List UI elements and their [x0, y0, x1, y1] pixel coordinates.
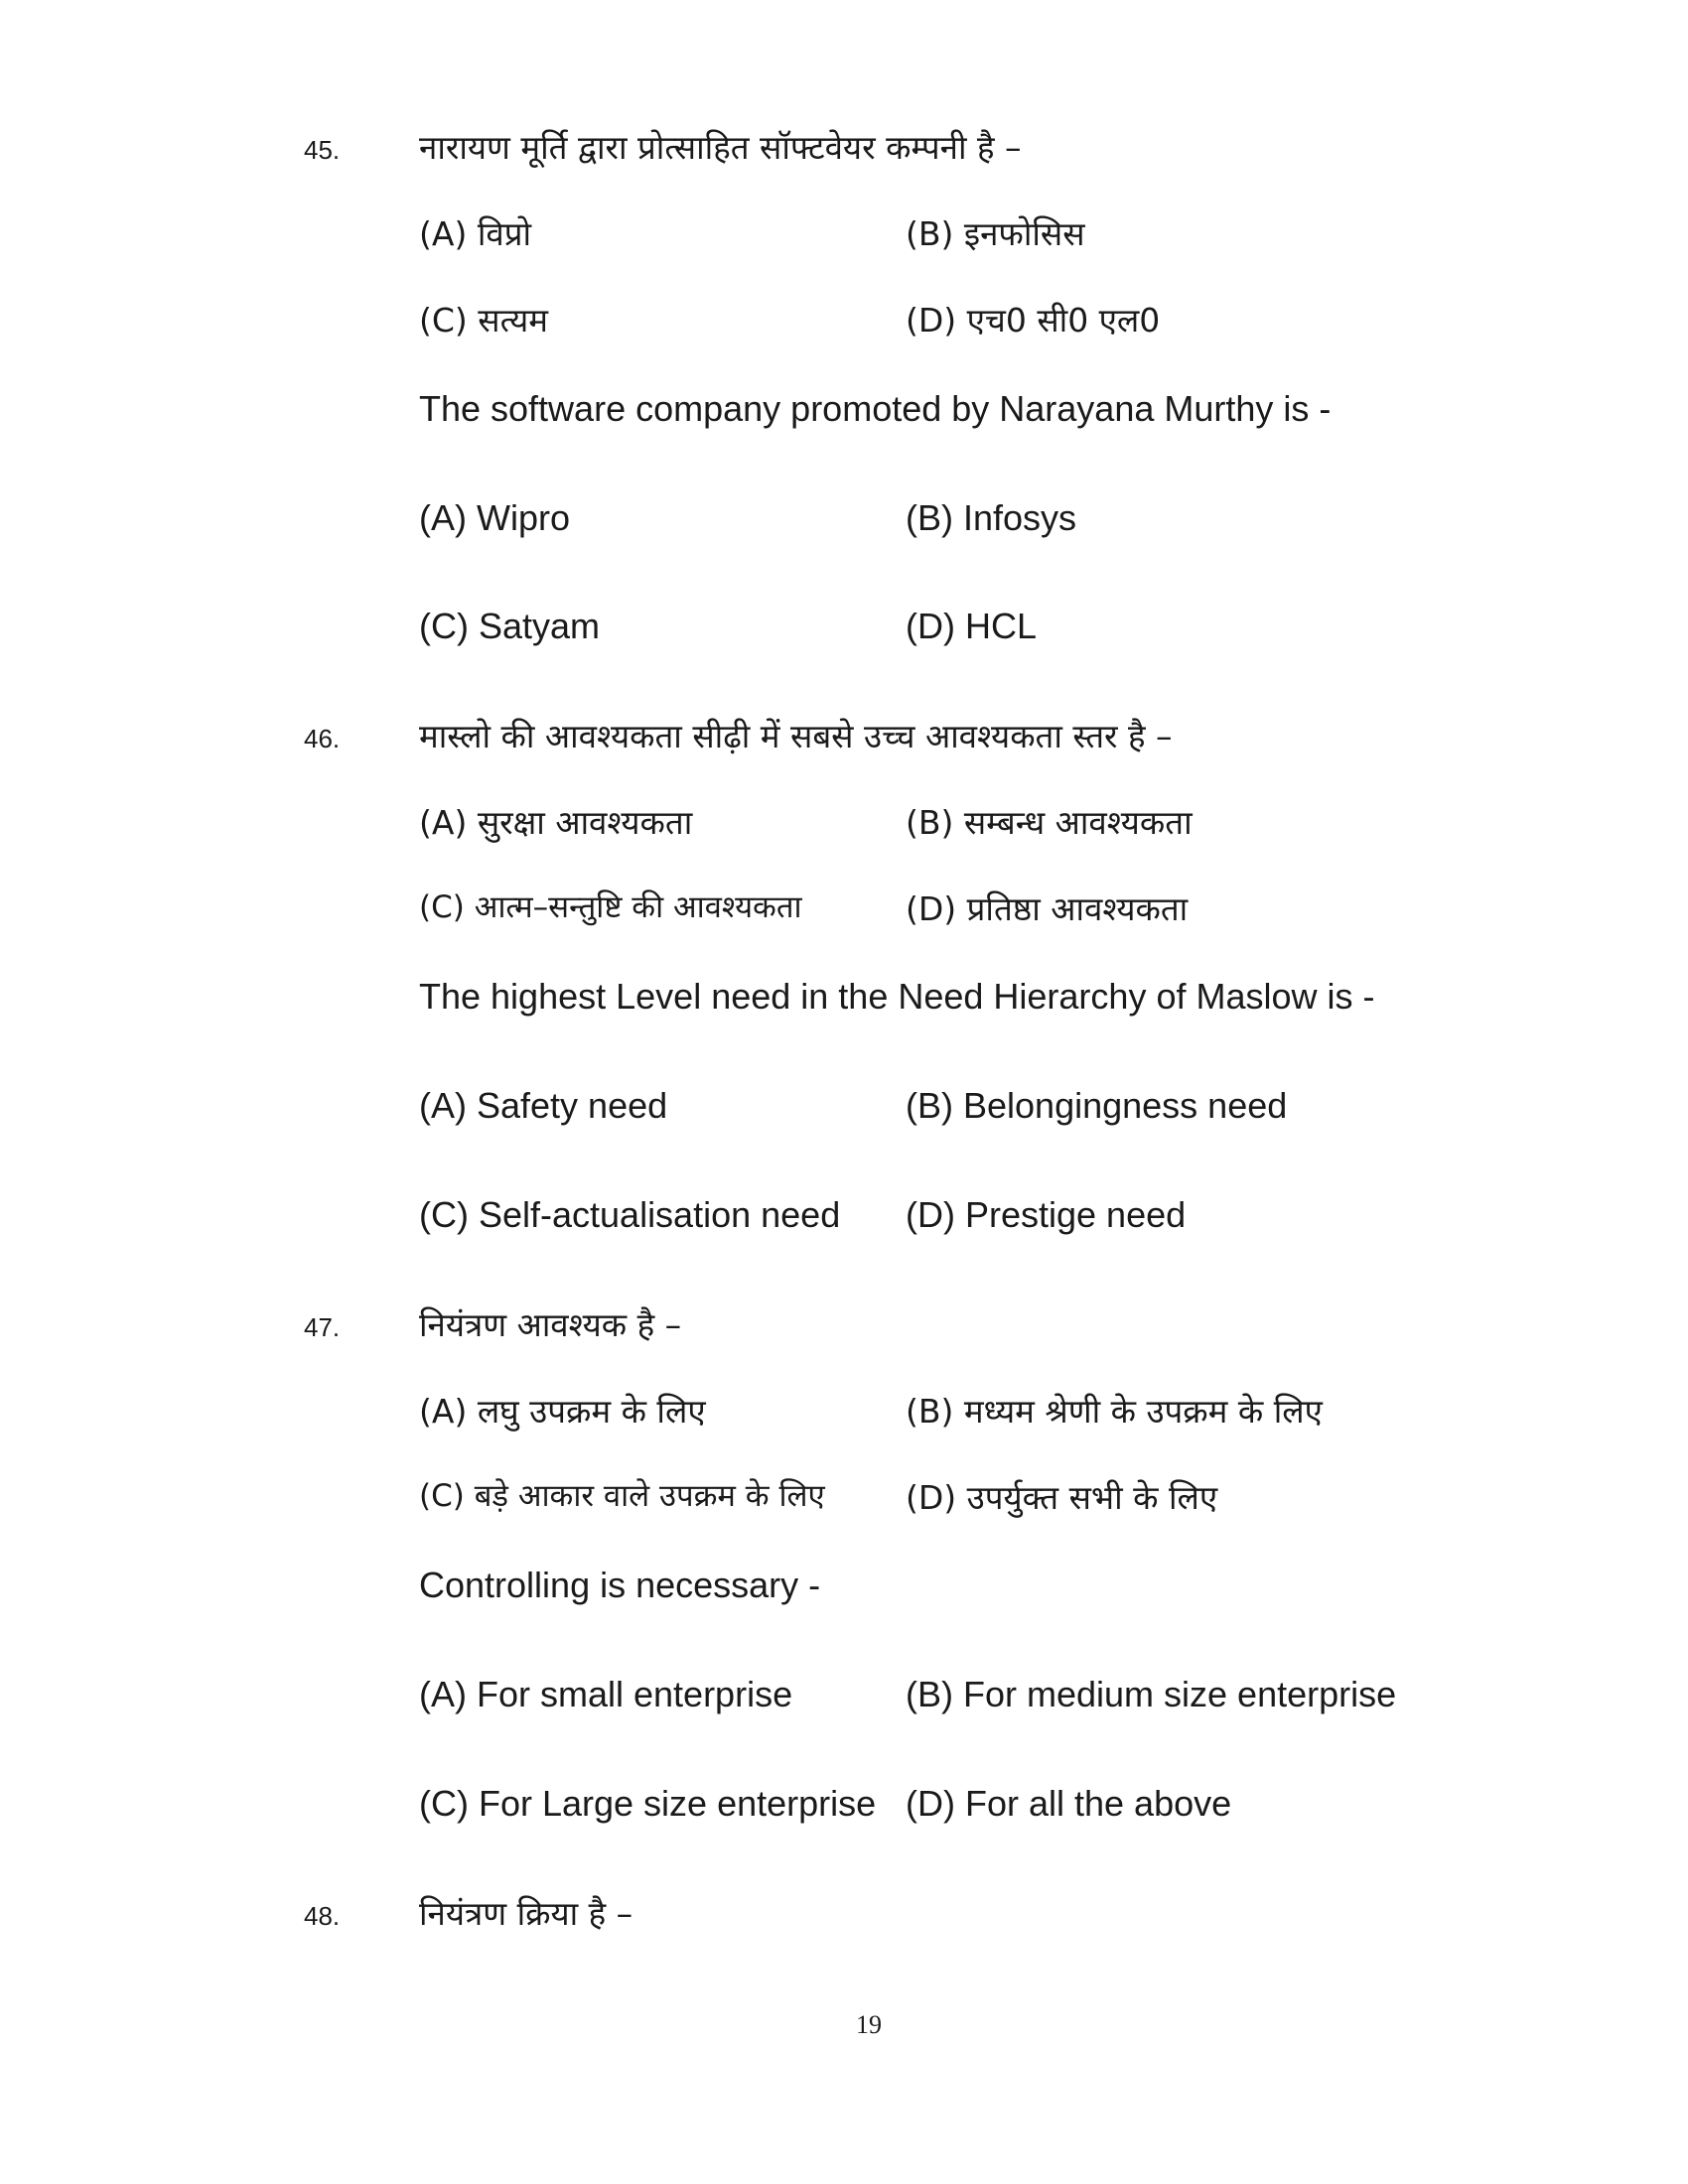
question-number: 47.: [304, 1312, 341, 1342]
question-text-hindi: नारायण मूर्ति द्वारा प्रोत्साहित सॉफ्टवेयर कम्पनी है –: [419, 128, 1022, 167]
option-d-hindi: (D) एच0 सी0 एल0: [906, 301, 1161, 340]
option-b-english: (B) Infosys: [906, 497, 1077, 538]
question-text-hindi: नियंत्रण आवश्यक है –: [419, 1305, 682, 1344]
option-a-hindi: (A) लघु उपक्रम के लिए: [419, 1392, 706, 1431]
question-number: 46.: [304, 724, 341, 753]
option-c-english: (C) Self-actualisation need: [419, 1194, 841, 1235]
option-c-english: (C) Satyam: [419, 606, 601, 646]
option-d-english: (D) Prestige need: [906, 1194, 1187, 1235]
option-a-english: (A) For small enterprise: [419, 1674, 793, 1714]
question-text-english: Controlling is necessary -: [419, 1565, 821, 1605]
option-d-english: (D) HCL: [906, 606, 1037, 646]
option-b-hindi: (B) मध्यम श्रेणी के उपक्रम के लिए: [906, 1392, 1323, 1431]
question-number: 48.: [304, 1901, 341, 1931]
question-text-english: The highest Level need in the Need Hierarchy of Maslow is -: [419, 976, 1375, 1017]
option-a-english: (A) Safety need: [419, 1085, 668, 1126]
option-b-hindi: (B) इनफोसिस: [906, 214, 1085, 253]
question-text-hindi: मास्लो की आवश्यकता सीढ़ी में सबसे उच्च आवश्यकता स्तर है –: [419, 717, 1173, 755]
option-d-hindi: (D) प्रतिष्ठा आवश्यकता: [906, 889, 1189, 928]
option-c-hindi: (C) बड़े आकार वाले उपक्रम के लिए: [419, 1478, 825, 1514]
page-number: 19: [856, 2010, 882, 2039]
option-d-hindi: (D) उपर्युक्त सभी के लिए: [906, 1478, 1218, 1517]
question-text-english: The software company promoted by Narayana Murthy is -: [419, 388, 1332, 429]
question-text-hindi: नियंत्रण क्रिया है –: [419, 1894, 633, 1933]
option-c-hindi: (C) सत्यम: [419, 301, 549, 340]
option-b-hindi: (B) सम्बन्ध आवश्यकता: [906, 803, 1193, 842]
question-number: 45.: [304, 135, 341, 165]
option-d-english: (D) For all the above: [906, 1783, 1232, 1824]
option-a-hindi: (A) सुरक्षा आवश्यकता: [419, 803, 693, 842]
option-c-hindi: (C) आत्म–सन्तुष्टि की आवश्यकता: [419, 889, 802, 925]
option-a-english: (A) Wipro: [419, 497, 570, 538]
option-a-hindi: (A) विप्रो: [419, 214, 532, 253]
option-b-english: (B) Belongingness need: [906, 1085, 1288, 1126]
option-c-english: (C) For Large size enterprise: [419, 1783, 877, 1824]
option-b-english: (B) For medium size enterprise: [906, 1674, 1397, 1714]
